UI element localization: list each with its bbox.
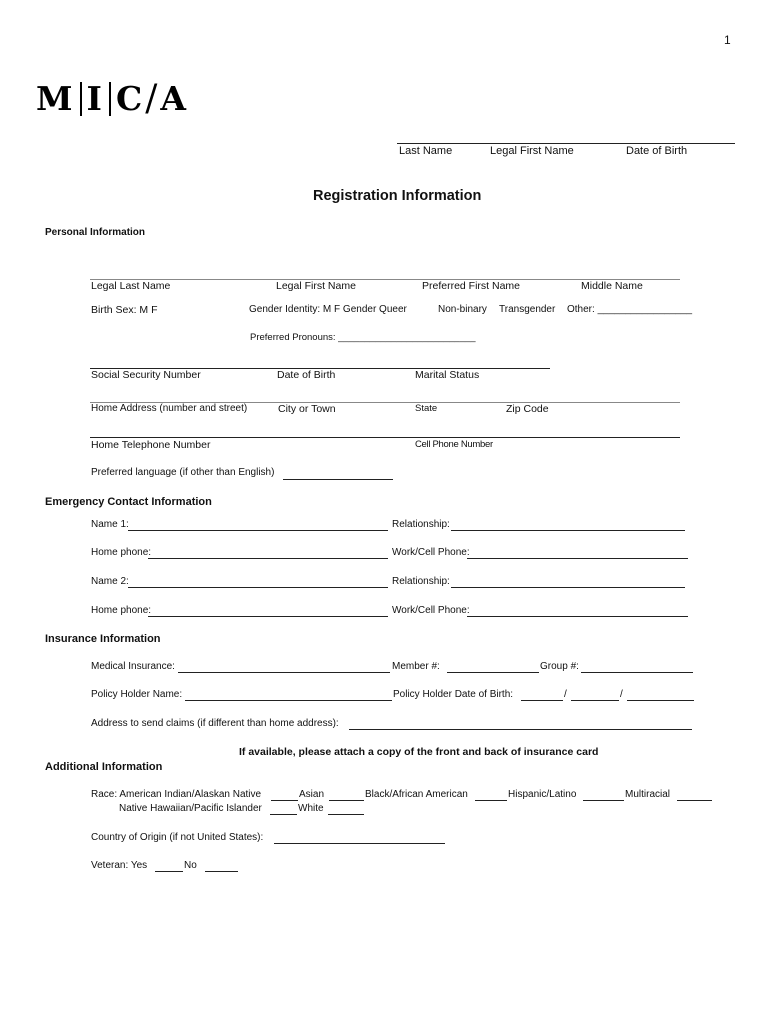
gender-other-field[interactable]: Other: _________________	[567, 304, 693, 315]
race-multiracial-field[interactable]	[677, 800, 712, 801]
emergency-name1-field[interactable]	[128, 530, 388, 531]
emergency-relationship1-field[interactable]	[451, 530, 685, 531]
insurance-heading: Insurance Information	[45, 633, 161, 645]
emergency-workcell2-label: Work/Cell Phone:	[392, 605, 470, 616]
preferred-language-label: Preferred language (if other than English)	[91, 467, 275, 478]
policy-dob-day-field[interactable]	[571, 700, 619, 701]
preferred-pronouns-field[interactable]: Preferred Pronouns: __________________________	[250, 332, 476, 343]
emergency-name2-label: Name 2:	[91, 576, 129, 587]
legal-last-name-label: Legal Last Name	[91, 280, 171, 292]
logo-letter-m: M	[36, 79, 75, 118]
race-black-field[interactable]	[475, 800, 507, 801]
emergency-homephone1-label: Home phone:	[91, 547, 152, 558]
emergency-name1-label: Name 1:	[91, 519, 129, 530]
policy-holder-name-label: Policy Holder Name:	[91, 689, 183, 700]
emergency-homephone2-label: Home phone:	[91, 605, 152, 616]
policy-holder-dob-label: Policy Holder Date of Birth:	[393, 689, 514, 700]
header-dob-label: Date of Birth	[626, 145, 688, 157]
logo-letter-i: I	[86, 79, 104, 118]
emergency-workcell2-field[interactable]	[467, 616, 688, 617]
page-number: 1	[724, 33, 731, 47]
logo-letter-c: C	[115, 79, 145, 118]
insurance-card-note: If available, please attach a copy of the front and back of insurance card	[239, 746, 599, 758]
race-american-indian-field[interactable]	[271, 800, 298, 801]
gender-identity-options[interactable]: Gender Identity: M F Gender Queer	[249, 304, 407, 315]
preferred-first-name-label: Preferred First Name	[422, 280, 521, 292]
emergency-homephone1-field[interactable]	[148, 558, 388, 559]
race-hispanic-field[interactable]	[583, 800, 624, 801]
policy-dob-month-field[interactable]	[521, 700, 563, 701]
header-first-name-label: Legal First Name	[490, 145, 574, 157]
member-number-field[interactable]	[447, 672, 539, 673]
date-separator: /	[564, 689, 567, 700]
logo-divider	[109, 82, 111, 116]
emergency-contact-heading: Emergency Contact Information	[45, 496, 212, 508]
preferred-language-field[interactable]	[283, 479, 393, 480]
medical-insurance-label: Medical Insurance:	[91, 661, 175, 672]
race-white-field[interactable]	[328, 814, 364, 815]
emergency-relationship2-field[interactable]	[451, 587, 685, 588]
claims-address-label: Address to send claims (if different than home address):	[91, 718, 339, 729]
race-hispanic-label: Hispanic/Latino	[508, 789, 577, 800]
gender-transgender-option[interactable]: Transgender	[499, 304, 556, 315]
page-title: Registration Information	[313, 188, 482, 204]
marital-status-label: Marital Status	[415, 369, 480, 381]
country-of-origin-label: Country of Origin (if not United States):	[91, 832, 264, 843]
group-number-field[interactable]	[581, 672, 693, 673]
emergency-workcell1-field[interactable]	[467, 558, 688, 559]
ssn-label: Social Security Number	[91, 369, 201, 381]
race-black-label: Black/African American	[365, 789, 468, 800]
race-asian-label: Asian	[299, 789, 325, 800]
group-number-label: Group #:	[540, 661, 579, 672]
home-telephone-label: Home Telephone Number	[91, 439, 211, 451]
header-last-name-label: Last Name	[399, 145, 453, 157]
legal-first-name-label: Legal First Name	[276, 280, 356, 292]
logo-divider	[80, 82, 82, 116]
birth-sex-options[interactable]: Birth Sex: M F	[91, 304, 158, 316]
emergency-homephone2-field[interactable]	[148, 616, 388, 617]
policy-holder-name-field[interactable]	[185, 700, 392, 701]
phone-line[interactable]	[90, 437, 680, 438]
city-label: City or Town	[278, 403, 336, 415]
race-label: Race: American Indian/Alaskan Native	[91, 789, 262, 800]
race-white-label: White	[298, 803, 324, 814]
additional-info-heading: Additional Information	[45, 761, 163, 773]
personal-info-heading: Personal Information	[45, 227, 146, 238]
state-label: State	[415, 403, 438, 414]
veteran-yes-label: Veteran: Yes	[91, 860, 148, 871]
mica-logo	[36, 78, 188, 119]
race-asian-field[interactable]	[329, 800, 364, 801]
date-separator: /	[620, 689, 623, 700]
policy-dob-year-field[interactable]	[627, 700, 694, 701]
header-signature-line[interactable]	[397, 143, 735, 144]
veteran-yes-field[interactable]	[155, 871, 183, 872]
dob-label: Date of Birth	[277, 369, 336, 381]
emergency-workcell1-label: Work/Cell Phone:	[392, 547, 470, 558]
cell-phone-label: Cell Phone Number	[415, 439, 493, 450]
claims-address-field[interactable]	[349, 729, 692, 730]
veteran-no-field[interactable]	[205, 871, 238, 872]
race-multiracial-label: Multiracial	[625, 789, 671, 800]
emergency-relationship1-label: Relationship:	[392, 519, 450, 530]
member-number-label: Member #:	[392, 661, 440, 672]
gender-non-binary-option[interactable]: Non-binary	[438, 304, 487, 315]
medical-insurance-field[interactable]	[178, 672, 390, 673]
country-of-origin-field[interactable]	[274, 843, 445, 844]
middle-name-label: Middle Name	[581, 280, 643, 292]
zip-code-label: Zip Code	[506, 403, 549, 415]
emergency-name2-field[interactable]	[128, 587, 388, 588]
logo-slash: /	[145, 78, 160, 119]
logo-letter-a: A	[160, 79, 188, 118]
emergency-relationship2-label: Relationship:	[392, 576, 450, 587]
veteran-no-label: No	[184, 860, 197, 871]
home-address-label: Home Address (number and street)	[91, 403, 248, 414]
race-hawaiian-label: Native Hawaiian/Pacific Islander	[119, 803, 262, 814]
race-hawaiian-field[interactable]	[270, 814, 297, 815]
